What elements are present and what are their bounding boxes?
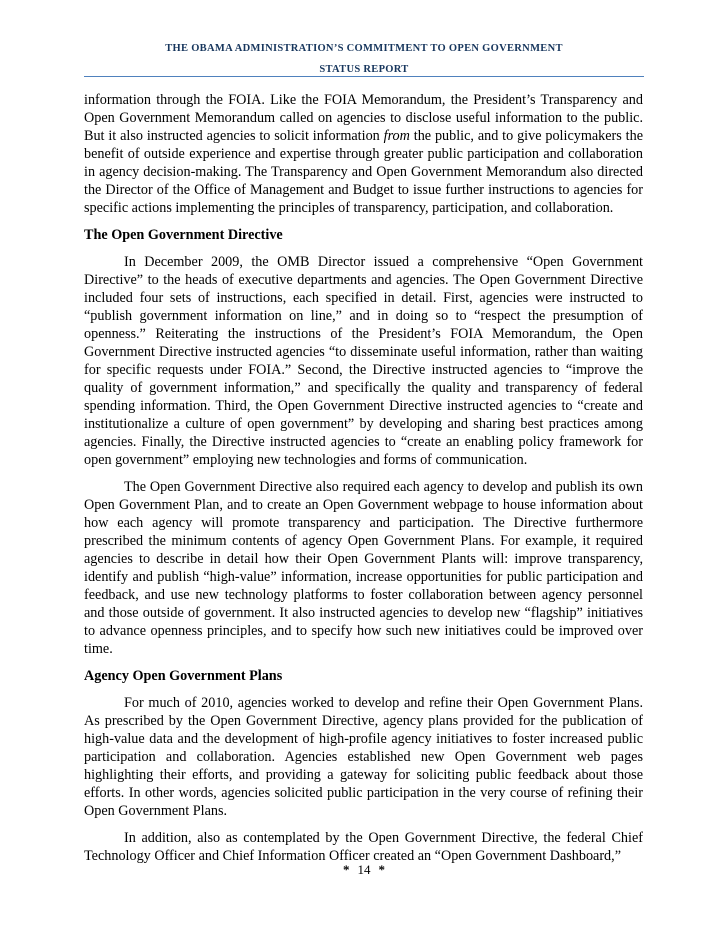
header-subtitle: STATUS REPORT: [319, 64, 409, 75]
paragraph-4: For much of 2010, agencies worked to develop and refine their Open Government Plans. As prescribed by the Open Government Directive, agency plans provided for the publication of high-value data and the development of high-profile agency initiatives to foster increased public participation and collaboration. Agencies established new Open Government web pages highlighting their efforts, and providing a gateway for soliciting public feedback about those efforts. In other words, agencies solicited public participation in the very course of refining their Open Government Plans.: [84, 695, 643, 819]
section-heading-plans: Agency Open Government Plans: [84, 668, 283, 684]
paragraph-1-part-a: information through the FOIA. Like the FOIA Memorandum, the President’s Transparency and Open Government Memorandum called on agencies to disclose useful information to the public. But it also instructed agencies to solicit information: [84, 92, 643, 144]
page-number: 14: [357, 862, 371, 877]
footer-star-right: *: [378, 862, 385, 877]
body-content: [84, 91, 643, 874]
paragraph-1: [84, 91, 643, 217]
footer-star-left: *: [343, 862, 350, 877]
header-title: THE OBAMA ADMINISTRATION’S COMMITMENT TO OPEN GOVERNMENT: [165, 43, 563, 54]
section-heading-directive: The Open Government Directive: [84, 227, 283, 243]
page-footer: [84, 861, 644, 879]
paragraph-2: In December 2009, the OMB Director issued a comprehensive “Open Government Directive” to the heads of executive departments and agencies. The Open Government Directive included four sets of instructions, each specified in detail. First, agencies were instructed to “publish government information on line,” and in doing so to “respect the presumption of openness.” Reiterating the instructions of the President’s FOIA Memorandum, the Open Government Directive instructed agencies “to disseminate useful information, rather than waiting for specific requests under FOIA.” Second, the Directive instructed agencies to “improve the quality of government information,” and specifically the quality and transparency of federal spending information. Third, the Open Government Directive instructed agencies to “create and institutionalize a culture of open government” by developing and sharing best practices among agencies. Finally, the Directive instructed agencies to “create an enabling policy framework for open government” employing new technologies and forms of communication.: [84, 254, 643, 468]
paragraph-1-part-b: the public, and to give policymakers the benefit of outside experience and expertise through greater public participation and collaboration in agency decision-making. The Transparency and Open Government Memorandum also directed the Director of the Office of Management and Budget to issue further instructions to agencies for specific actions implementing the principles of transparency, participation, and collaboration.: [84, 128, 643, 216]
paragraph-3: The Open Government Directive also required each agency to develop and publish its own Open Government Plan, and to create an Open Government webpage to house information about how each agency will promote transparency and participation. The Directive furthermore prescribed the minimum contents of agency Open Government Plans. For example, it required agencies to describe in detail how their Open Government Plants will: improve transparency, identify and publish “high-value” information, increase opportunities for public participation and feedback, and use new technology platforms to foster collaboration between agency personnel and those outside of government. It also instructed agencies to develop new “flagship” initiatives to advance openness principles, and to specify how such new initiatives could be improved over time.: [84, 479, 643, 657]
paragraph-1-emphasis: from: [383, 128, 410, 144]
header-divider: [84, 76, 644, 77]
paragraph-5: In addition, also as contemplated by the Open Government Directive, the federal Chief Technology Officer and Chief Information Officer created an “Open Government Dashboard,”: [84, 830, 643, 864]
running-header: [84, 42, 644, 76]
